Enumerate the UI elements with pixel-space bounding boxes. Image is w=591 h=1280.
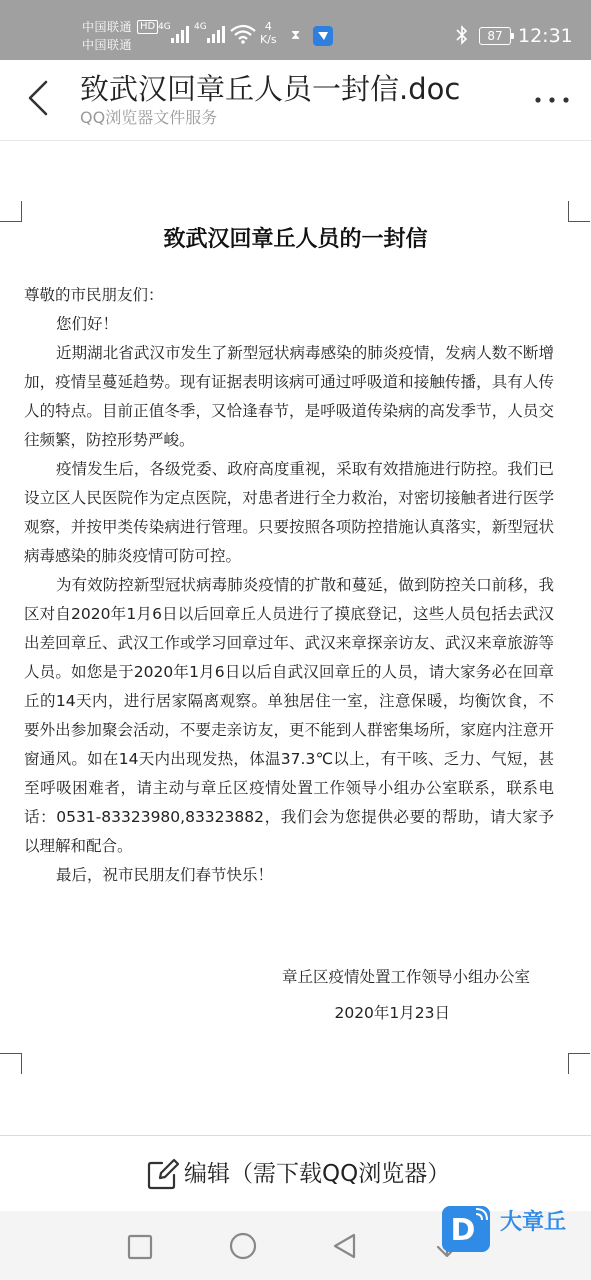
document-page[interactable] [0, 141, 591, 1135]
status-bar [0, 0, 591, 60]
carrier-info [82, 18, 132, 54]
letter-body [24, 281, 554, 890]
body-paragraph: 为有效防控新型冠状病毒肺炎疫情的扩散和蔓延，做到防控关口前移，我区对自2020年1月6日以后回章丘人员进行了摸底登记，这些人员包括去武汉出差回章丘、武汉工作或学习回章过年、武汉来章探亲访友、武汉来章旅游等人员。如您是于2020年1月6日以后自武汉回章丘的人员，请大家务必在回章丘的14天内，进行居家隔离观察。单独居住一室，注意保暖，均衡饮食，不要外出参加聚会活动，不要走亲访友，更不能到人群密集场所，家庭内注意开窗通风。如在14天内出现发热，体温37.3℃以上，有干咳、乏力、气短，甚至呼吸困难者，请主动与章丘区疫情处置工作领导小组办公室联系，联系电话：0531-83323980,83323882，我们会为您提供必要的帮助，请大家予以理解和配合。 [24, 576, 554, 855]
page-corner-mark [568, 201, 590, 222]
watermark-logo-icon [442, 1206, 490, 1252]
bluetooth-icon [455, 24, 469, 46]
body-paragraph: 疫情发生后，各级党委、政府高度重视，采取有效措施进行防控。我们已设立区人民医院作为定点医院，对患者进行全力救治，对密切接触者进行医学观察，并按甲类传染病进行管理。只要按照各项防控措施认真落实，新型冠状病毒感染的肺炎疫情可防可控。 [24, 460, 554, 565]
speed-unit: K/s [260, 33, 277, 46]
signal-bars-icon [170, 24, 190, 44]
page-corner-mark [0, 201, 22, 222]
body-paragraph: 近期湖北省武汉市发生了新型冠状病毒感染的肺炎疫情，发病人数不断增加，疫情呈蔓延趋势。现有证据表明该病可通过呼吸道和接触传播，具有人传人的特点。目前正值冬季，又恰逢春节，是呼吸道传染病的高发季节，人员交往频繁，防控形势严峻。 [24, 344, 554, 449]
app-notification-icon [313, 26, 333, 46]
edit-button[interactable] [146, 1156, 450, 1192]
signal-bars-icon [206, 24, 226, 44]
document-source: QQ浏览器文件服务 [80, 108, 218, 127]
home-icon[interactable] [228, 1231, 258, 1261]
greeting: 您们好！ [56, 315, 119, 333]
back-button[interactable] [22, 76, 58, 120]
page-corner-mark [0, 1053, 22, 1074]
more-dots-icon [530, 84, 574, 112]
closing: 最后，祝市民朋友们春节快乐！ [56, 866, 274, 884]
status-time: 12:31 [518, 25, 573, 47]
signature-date: 2020年1月23日 [334, 1004, 450, 1022]
watermark [442, 1200, 590, 1260]
carrier-2: 中国联通 [82, 38, 133, 52]
edit-icon [146, 1157, 180, 1191]
speed-value: 4 [264, 20, 272, 33]
letter-title: 致武汉回章丘人员的一封信 [163, 227, 428, 252]
wifi-icon [230, 24, 256, 44]
watermark-logo-letter: D [450, 1213, 476, 1248]
battery-icon: 87 [479, 27, 511, 45]
more-options-button[interactable] [530, 84, 574, 112]
page-corner-mark [568, 1053, 590, 1074]
hourglass-icon: ⧗ [291, 28, 301, 43]
network-type-2: 4G [194, 22, 207, 32]
edit-button-label: 编辑（需下载QQ浏览器） [184, 1161, 451, 1187]
network-speed [260, 20, 277, 46]
back-triangle-icon[interactable] [330, 1231, 360, 1261]
salutation: 尊敬的市民朋友们： [24, 286, 164, 304]
signature: 章丘区疫情处置工作领导小组办公室 [281, 968, 530, 986]
document-title: 致武汉回章丘人员一封信.doc [80, 72, 461, 106]
watermark-text: 大章丘 [500, 1210, 567, 1235]
chevron-left-icon [22, 76, 58, 120]
carrier-1: 中国联通 [82, 20, 133, 34]
title-bar [0, 60, 591, 141]
recent-apps-icon[interactable] [126, 1233, 154, 1261]
hd-badge: HD [137, 20, 158, 34]
network-type-1: 4G [158, 22, 171, 32]
